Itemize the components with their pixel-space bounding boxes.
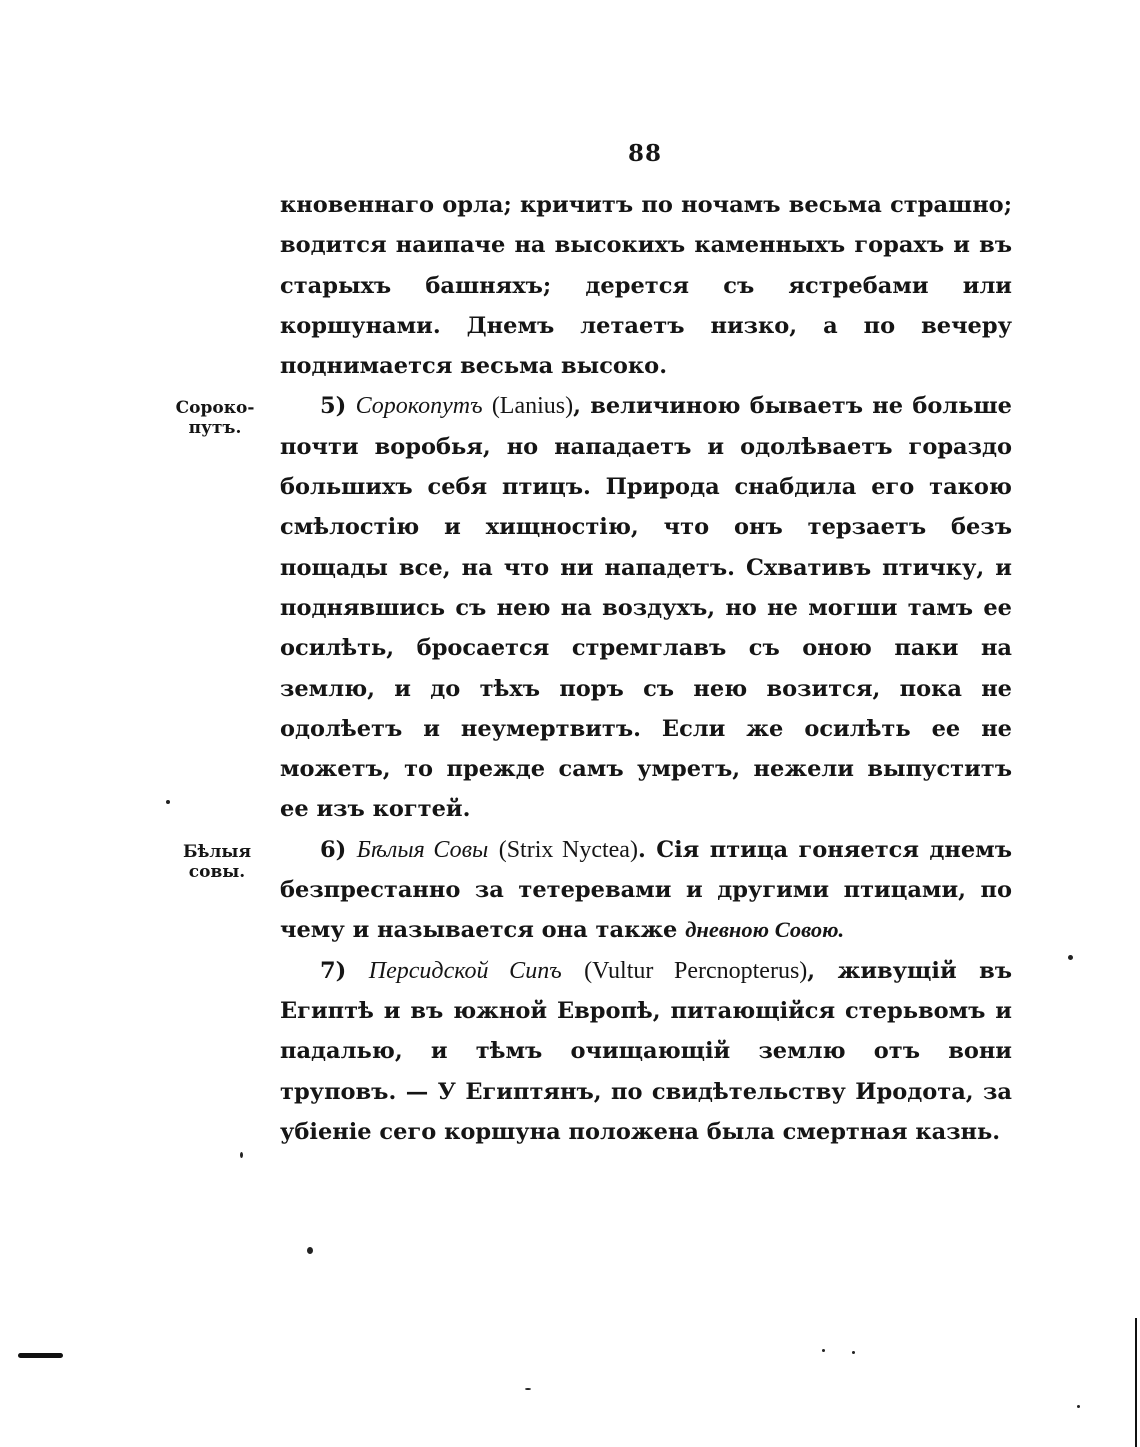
italic-term: дневною Совою. <box>685 917 845 943</box>
scan-speck <box>822 1349 825 1352</box>
paragraph-strix <box>280 830 1012 951</box>
paragraph-text: , величиною бываетъ не больше почти воробья, но нападаетъ и одолѣваетъ гораздо большихъ себя птицъ. Природа снабдила его такою смѣлостію и хищностію, что онъ терзаетъ безъ пощады все, на что ни нападетъ. Схвативъ птичку, и поднявшись съ нею на воздухъ, но не могши тамъ ее осилѣть, бросается стремглавъ съ оною паки на землю, и до тѣхъ поръ съ нею возится, пока не одолѣетъ и неумертвитъ. Если же осилѣть ее не можетъ, то прежде самъ умретъ, нежели выпуститъ ее изъ когтей. <box>280 393 1012 823</box>
margin-note-lanius <box>160 398 270 438</box>
paragraph-vultur <box>280 951 1012 1152</box>
scan-speck <box>1068 955 1073 960</box>
species-name: Бѣлыя Совы <box>356 836 489 863</box>
entry-number: 6) <box>320 836 347 863</box>
paragraph-text: , живущій въ Египтѣ и въ южной Европѣ, питающійся стерьвомъ и падалью, и тѣмъ очищающій землю отъ вони труповъ. — У Египтянъ, по свидѣтельству Иродота, за убіеніе сего коршуна положена была смертная казнь. <box>280 957 1013 1145</box>
page-number: 88 <box>627 140 662 167</box>
scan-speck <box>525 1388 531 1390</box>
scan-speck <box>1077 1405 1080 1408</box>
entry-number: 5) <box>320 393 347 420</box>
body-text <box>280 185 1012 1152</box>
latin-name: (Strix Nyctea) <box>498 836 638 863</box>
margin-note-strix <box>162 842 272 882</box>
scan-speck <box>852 1351 855 1354</box>
margin-note-line: путъ. <box>188 418 242 438</box>
margin-note-line: совы. <box>188 862 246 882</box>
latin-name: (Vultur Percnopterus) <box>584 957 808 984</box>
scan-speck <box>166 800 170 804</box>
margin-note-line: Бѣлыя <box>182 842 252 862</box>
species-name: Сорокопутъ <box>355 393 483 420</box>
scan-speck <box>240 1152 243 1158</box>
scan-edge <box>1135 1318 1137 1447</box>
paragraph-eagle-continued: кновеннаго орла; кричитъ по ночамъ весьма страшно; водится наипаче на высокихъ каменныхъ горахъ и въ старыхъ башняхъ; дерется съ ястребами или коршунами. Днемъ летаетъ низко, а по вечеру поднимается весьма высоко. <box>280 192 1012 380</box>
entry-number: 7) <box>320 957 347 984</box>
latin-name: (Lanius) <box>491 393 574 420</box>
scan-speck <box>307 1247 313 1254</box>
paragraph-lanius <box>280 386 1012 829</box>
paragraph-text: . Сія птица гоняется днемъ безпрестанно за тетеревами и другими птицами, по чему и называется она также <box>280 836 1012 944</box>
scan-smudge <box>18 1353 63 1358</box>
species-name: Персидской Сипъ <box>368 957 562 984</box>
margin-note-line: Сороко- <box>175 398 255 418</box>
